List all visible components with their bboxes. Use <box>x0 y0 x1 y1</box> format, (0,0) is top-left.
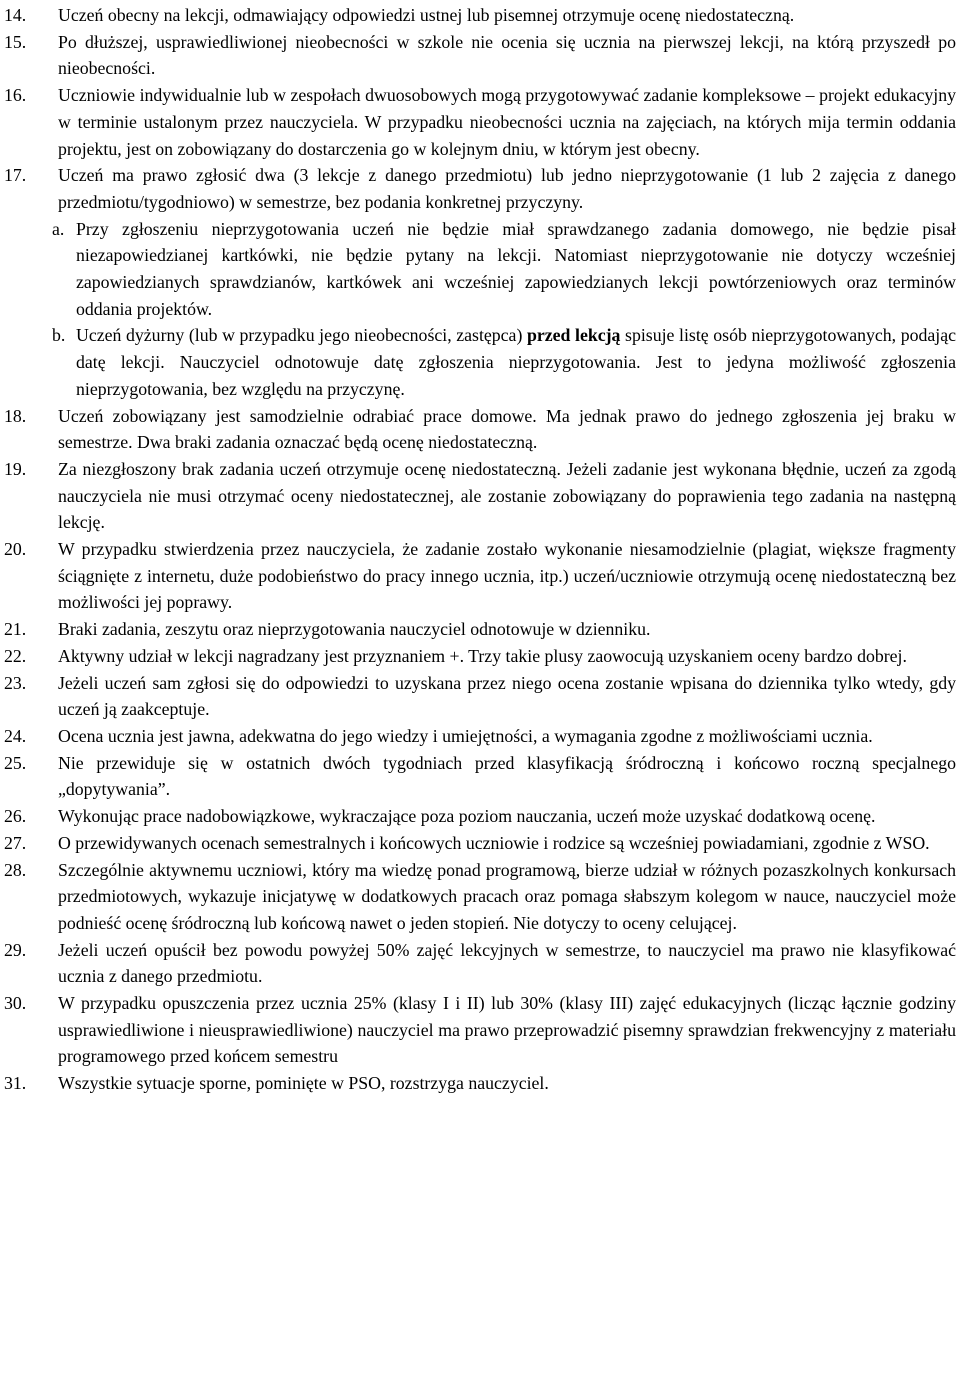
item-text: Szczególnie aktywnemu uczniowi, który ma wiedzę ponad programową, bierze udział w różnych pozaszkolnych konkursach przedmiotowych, wykazuje inicjatywę w dodatkowych pracach oraz pomaga słabszym kolegom w nauce, nauczyciel może podnieść ocenę śródroczną lub końcową nawet o jeden stopień. Nie dotyczy to oceny celującej. <box>58 859 956 933</box>
list-item-14 <box>4 2 956 29</box>
sub-item-letter: b. <box>52 325 66 346</box>
item-number: 24. <box>4 725 27 746</box>
item-text: Jeżeli uczeń sam zgłosi się do odpowiedzi to uzyskana przez niego ocena zostanie wpisana do dziennika tylko wtedy, gdy uczeń ją zaakceptuje. <box>58 672 956 720</box>
list-item-22 <box>4 643 956 670</box>
item-text: Aktywny udział w lekcji nagradzany jest przyznaniem +. Trzy takie plusy zaowocują uzyskaniem oceny bardzo dobrej. <box>58 645 907 666</box>
item-number: 19. <box>4 458 27 479</box>
item-number: 22. <box>4 645 27 666</box>
item-number: 23. <box>4 672 27 693</box>
item-text: Wykonując prace nadobowiązkowe, wykraczające poza poziom nauczania, uczeń może uzyskać dodatkową ocenę. <box>58 806 876 827</box>
item-number: 31. <box>4 1073 27 1094</box>
item-number: 15. <box>4 31 27 52</box>
sub-item-text-end: spisuje listę osób nieprzygotowanych, podając datę lekcji. Nauczyciel odnotowuje datę zgłoszenia nieprzygotowania. Jest to jedyna możliwość zgłoszenia nieprzygotowania, bez względu na przyczynę. <box>76 325 956 399</box>
item-text: W przypadku opuszczenia przez ucznia 25% (klasy I i II) lub 30% (klasy III) zajęć edukacyjnych (licząc łącznie godziny usprawiedliwione i nieusprawiedliwione) nauczyciel ma prawo przeprowadzić pisemny sprawdzian frekwencyjny z materiału programowego przed końcem semestru <box>58 993 956 1067</box>
item-number: 16. <box>4 85 27 106</box>
item-text: Uczeń zobowiązany jest samodzielnie odrabiać prace domowe. Ma jednak prawo do jednego zgłoszenia jej braku w semestrze. Dwa braki zadania oznaczać będą ocenę niedostateczną. <box>58 405 956 453</box>
item-text: Ocena ucznia jest jawna, adekwatna do jego wiedzy i umiejętności, a wymagania zgodne z możliwościami ucznia. <box>58 725 873 746</box>
list-item-31 <box>4 1070 956 1097</box>
item-number: 17. <box>4 165 27 186</box>
list-item-30 <box>4 990 956 1070</box>
sub-item-b <box>4 322 956 402</box>
list-item-23 <box>4 670 956 723</box>
item-number: 28. <box>4 859 27 880</box>
item-text: Uczeń ma prawo zgłosić dwa (3 lekcje z danego przedmiotu) lub jedno nieprzygotowanie (1 lub 2 zajęcia z danego przedmiotu/tygodniowo) w semestrze, bez podania konkretnej przyczyny. <box>58 165 956 212</box>
item-number: 30. <box>4 993 27 1014</box>
list-item-24 <box>4 723 956 750</box>
item-number: 21. <box>4 619 27 640</box>
item-number: 26. <box>4 806 27 827</box>
item-number: 29. <box>4 939 27 960</box>
item-text: Za niezgłoszony brak zadania uczeń otrzymuje ocenę niedostateczną. Jeżeli zadanie jest wykonana błędnie, uczeń za zgodą nauczyciela nie musi otrzymać oceny niedostatecznej, ale zostanie zobowiązany do poprawienia tego zadania na następną lekcję. <box>58 458 956 533</box>
list-item-18 <box>4 403 956 456</box>
list-item-26 <box>4 803 956 830</box>
list-item-20 <box>4 536 956 616</box>
sub-item-text-bold: przed lekcją <box>526 325 621 346</box>
item-text: W przypadku stwierdzenia przez nauczyciela, że zadanie zostało wykonanie niesamodzielnie (plagiat, większe fragmenty ściągnięte z internetu, duże podobieństwo do pracy innego ucznia, itp.) uczeń/uczniowie otrzymują ocenę niedostateczną bez możliwości jej poprawy. <box>58 539 956 613</box>
sub-item-text-start: Uczeń dyżurny (lub w przypadku jego nieobecności, zastępca) <box>76 325 527 346</box>
list-item-19 <box>4 456 956 536</box>
item-text: O przewidywanych ocenach semestralnych i końcowych uczniowie i rodzice są wcześniej powiadamiani, zgodnie z WSO. <box>58 832 930 853</box>
item-number: 18. <box>4 405 27 426</box>
item-text: Po dłuższej, usprawiedliwionej nieobecności w szkole nie ocenia się ucznia na pierwszej lekcji, na którą przyszedł po nieobecności. <box>58 31 956 79</box>
item-number: 25. <box>4 752 27 773</box>
item-text: Uczeń obecny na lekcji, odmawiający odpowiedzi ustnej lub pisemnej otrzymuje ocenę niedostateczną. <box>58 5 795 25</box>
item-number: 20. <box>4 539 27 560</box>
item-text: Uczniowie indywidualnie lub w zespołach dwuosobowych mogą przygotowywać zadanie kompleksowe – projekt edukacyjny w terminie ustalonym przez nauczyciela. W przypadku nieobecności ucznia na zajęciach, na których mija termin oddania projektu, jest on zobowiązany do dostarczenia go w kolejnym dniu, w którym jest obecny. <box>58 85 956 159</box>
item-text: Wszystkie sytuacje sporne, pominięte w PSO, rozstrzyga nauczyciel. <box>58 1073 549 1094</box>
item-number: 27. <box>4 832 27 853</box>
item-number: 14. <box>4 5 27 25</box>
list-item-16 <box>4 82 956 162</box>
item-text: Braki zadania, zeszytu oraz nieprzygotowania nauczyciel odnotowuje w dzienniku. <box>58 619 651 640</box>
list-item-21 <box>4 616 956 643</box>
sub-item-a <box>4 216 956 323</box>
sub-item-letter: a. <box>52 218 65 239</box>
sub-item-text: Przy zgłoszeniu nieprzygotowania uczeń nie będzie miał sprawdzanego zadania domowego, nie będzie pisał niezapowiedzianej kartkówki, nie będzie pytany na lekcji. Natomiast nieprzygotowanie nie dotyczy wcześniej zapowiedzianych sprawdzianów, kartkówek ani wcześniej zapowiedzianych lekcji powtórzeniowych oraz terminów oddania projektów. <box>76 218 956 319</box>
list-item-15 <box>4 29 956 82</box>
list-item-27 <box>4 830 956 857</box>
item-text: Nie przewiduje się w ostatnich dwóch tygodniach przed klasyfikacją śródroczną i końcowo roczną specjalnego „dopytywania”. <box>58 752 956 800</box>
list-item-29 <box>4 937 956 990</box>
item-text: Jeżeli uczeń opuścił bez powodu powyżej 50% zajęć lekcyjnych w semestrze, to nauczyciel ma prawo nie klasyfikować ucznia z danego przedmiotu. <box>58 939 956 987</box>
list-item-17 <box>4 162 956 215</box>
list-item-28 <box>4 857 956 937</box>
list-item-25 <box>4 750 956 803</box>
